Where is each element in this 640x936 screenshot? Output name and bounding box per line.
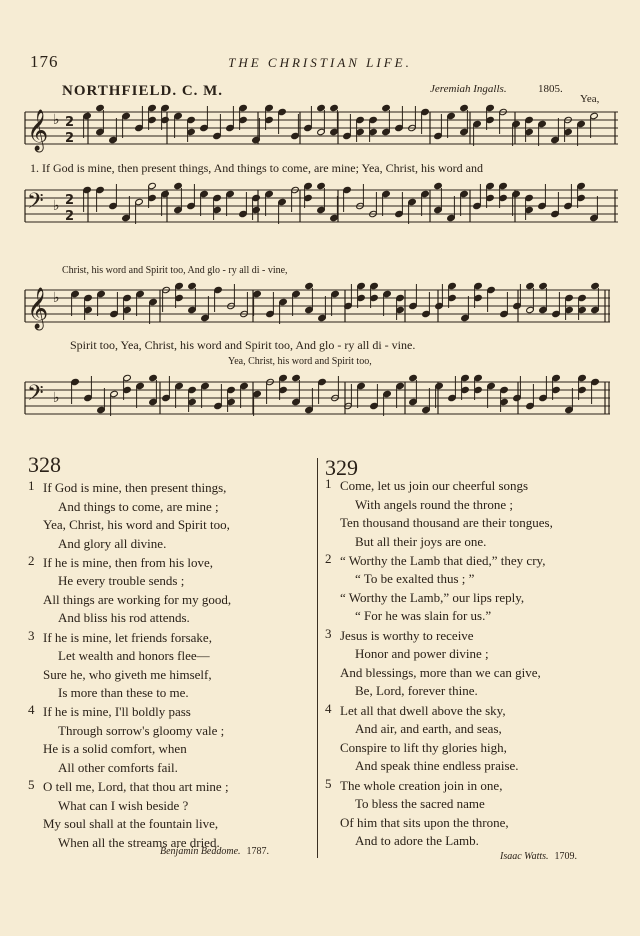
verse-number: 4 [325, 700, 332, 716]
treble-clef: 𝄞 [27, 110, 49, 151]
time-signature: 2 [65, 131, 75, 146]
alto-cue: Christ, his word and Spirit too, And glo - ry all di - vine, [62, 265, 288, 276]
verse-line: Yea, Christ, his word and Spirit too, [43, 517, 230, 532]
verse-line: And glory all divine. [58, 535, 167, 551]
verse-number: 5 [325, 775, 332, 791]
hymn-328-attribution [160, 846, 269, 857]
hymn-number-329: 329 [325, 455, 358, 480]
treble-clef: 𝄞 [27, 288, 49, 329]
hymn-number-328: 328 [28, 452, 61, 477]
verse-line: O tell me, Lord, that thou art mine ; [43, 779, 229, 795]
hymn-329-year: 1709. [554, 851, 578, 862]
tune-name: NORTHFIELD. C. M. [62, 83, 224, 99]
verse-line: Of him that sits upon the throne, [340, 814, 509, 830]
key-signature: ♭ [53, 198, 60, 214]
verse-line: Through sorrow's gloomy vale ; [58, 722, 225, 738]
bass-clef: 𝄢 [27, 381, 44, 411]
page-number: 176 [30, 52, 59, 71]
verse-line: Be, Lord, forever thine. [355, 683, 478, 699]
tune-cue-yea: Yea, [580, 93, 600, 105]
verse-number: 3 [28, 627, 35, 643]
verse-number: 5 [28, 777, 35, 793]
time-signature: 2 [65, 115, 75, 130]
verse-line: And things to come, are mine ; [58, 498, 219, 514]
verse-line: He is a solid comfort, when [43, 741, 187, 757]
verse-line: With angels round the throne ; [355, 496, 513, 512]
bass-cue: Yea, Christ, his word and Spirit too, [228, 356, 372, 367]
verse-number: 1 [28, 478, 35, 493]
column-divider [317, 458, 318, 858]
verse-line: Honor and power divine ; [355, 646, 489, 662]
tune-year: 1805. [538, 83, 563, 95]
hymn-328-year: 1787. [246, 846, 270, 857]
verse-line: What can I wish beside ? [58, 797, 189, 813]
verse-line: When all the streams are dried. [58, 834, 220, 850]
verse-line: Come, let us join our cheerful songs [340, 478, 529, 493]
verse-line: My soul shall at the fountain live, [43, 816, 219, 832]
verse-line: Let all that dwell above the sky, [340, 702, 506, 718]
verse-number: 2 [28, 552, 35, 568]
verse-line: “ For he was slain for us.” [355, 608, 492, 624]
verse-line: If he is mine, I'll boldly pass [43, 704, 191, 720]
verse-line: All other comforts fail. [58, 759, 178, 775]
key-signature: ♭ [53, 290, 60, 306]
verse-line: And bliss his rod attends. [58, 610, 190, 626]
verse-line: And air, and earth, and seas, [355, 721, 502, 737]
hymn-329-author: Isaac Watts. [500, 851, 549, 862]
hymn-328-author: Benjamin Beddome. [160, 846, 241, 857]
verse-line: And speak thine endless praise. [355, 758, 519, 774]
time-signature: 2 [65, 209, 75, 224]
verse-line: Sure he, who giveth me himself, [43, 666, 212, 682]
verse-line: If God is mine, then present things, [43, 480, 227, 495]
verse-line: The whole creation join in one, [340, 777, 503, 793]
running-title: THE CHRISTIAN LIFE. [228, 55, 412, 70]
lyric-line-1: 1. If God is mine, then present things, And things to come, are mine; Yea, Christ, his word and [30, 161, 483, 175]
verse-line: Conspire to lift thy glories high, [340, 739, 507, 755]
verse-number: 2 [325, 550, 332, 566]
verse-line: If he is mine, let friends forsake, [43, 629, 212, 645]
music-score [0, 0, 640, 450]
verse-number: 4 [28, 702, 35, 718]
key-signature: ♭ [53, 112, 60, 128]
tune-composer: Jeremiah Ingalls. [430, 83, 507, 95]
verse-number: 3 [325, 625, 332, 641]
verse-line: “ Worthy the Lamb,” our lips reply, [340, 589, 525, 605]
key-signature: ♭ [53, 390, 60, 406]
verse-line: He every trouble sends ; [58, 573, 185, 589]
lyric-line-2: Spirit too, Yea, Christ, his word and Spirit too, And glo - ry all di - vine. [70, 338, 416, 352]
verse-line: To bless the sacred name [355, 796, 485, 812]
verse-line: Is more than these to me. [58, 685, 189, 701]
verse-line: Let wealth and honors flee— [58, 648, 210, 664]
time-signature: 2 [65, 193, 75, 208]
verse-line: But all their joys are one. [355, 533, 487, 549]
bass-clef: 𝄢 [27, 189, 44, 219]
verse-line: “ Worthy the Lamb that died,” they cry, [340, 552, 546, 568]
verse-number: 1 [325, 476, 332, 491]
verse-line: Ten thousand thousand are their tongues, [340, 515, 553, 530]
verse-line: If he is mine, then from his love, [43, 554, 214, 570]
verse-line: And to adore the Lamb. [355, 833, 479, 849]
verse-line: And blessings, more than we can give, [340, 664, 541, 680]
verse-line: All things are working for my good, [43, 591, 232, 607]
verse-line: “ To be exalted thus ; ” [355, 571, 475, 587]
hymn-329-attribution [500, 851, 577, 862]
verse-line: Jesus is worthy to receive [340, 627, 474, 643]
